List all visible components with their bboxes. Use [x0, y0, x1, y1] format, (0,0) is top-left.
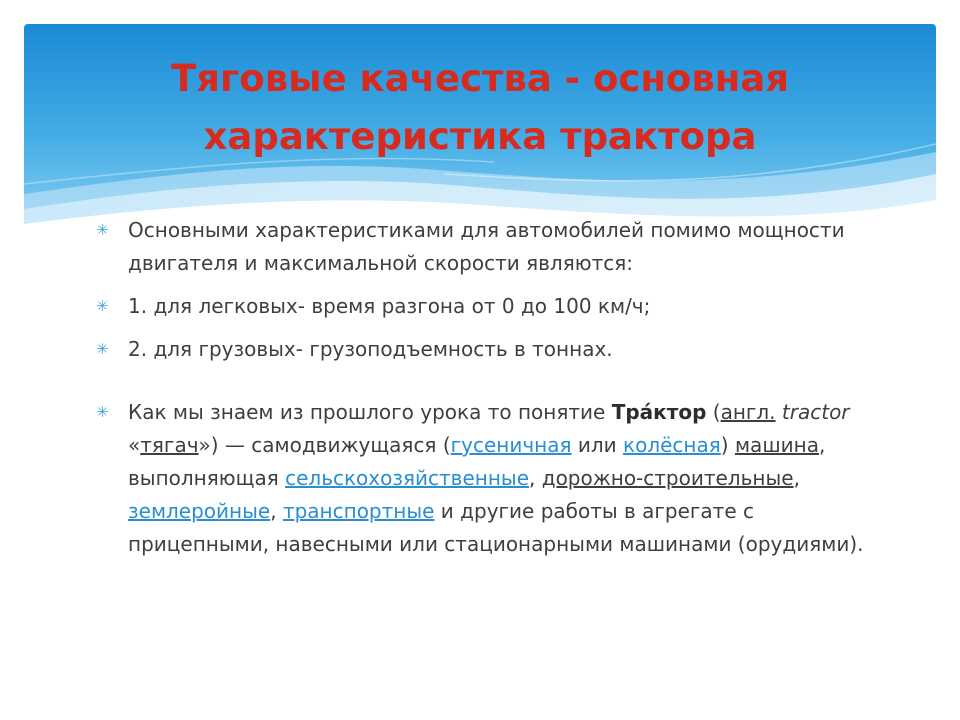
- bullet-star-icon: ✳: [96, 221, 109, 239]
- title-line-2: характеристика трактора: [203, 115, 757, 158]
- english-word: tractor: [781, 400, 850, 424]
- link-kolesnaya[interactable]: колёсная: [623, 433, 721, 457]
- text-run: , выполняющая: [128, 433, 826, 490]
- text-run: и другие работы в агрегате с прицепными, навесными или стационарными машинами (орудиями).: [128, 499, 864, 556]
- term-tractor: Тра́ктор: [611, 400, 707, 424]
- text-run: ): [720, 433, 735, 457]
- bullet-item: [96, 214, 886, 280]
- link-transportnye[interactable]: транспортные: [282, 499, 435, 523]
- bullet-text: Основными характеристиками для автомобилей помимо мощности двигателя и максимальной скорости являются:: [128, 218, 845, 275]
- link-selskohozyaystvennye[interactable]: сельскохозяйственные: [285, 466, 530, 490]
- bullet-star-icon: ✳: [96, 403, 109, 421]
- link-dorozhno-stroitelnye[interactable]: дорожно-строительные: [541, 466, 794, 490]
- bullet-text: 2. для грузовых- грузоподъемность в тоннах.: [128, 337, 613, 361]
- bullet-star-icon: ✳: [96, 297, 109, 315]
- link-angl[interactable]: англ.: [720, 400, 776, 424]
- definition-text: [128, 400, 863, 556]
- text-run: Как мы знаем из прошлого урока то понятие: [128, 400, 612, 424]
- link-tyagach[interactable]: тягач: [140, 433, 199, 457]
- text-run: или: [571, 433, 624, 457]
- link-mashina[interactable]: машина: [734, 433, 819, 457]
- link-gusenichnaya[interactable]: гусеничная: [450, 433, 572, 457]
- text-run: ,: [270, 499, 283, 523]
- definition-bullet: [96, 396, 886, 561]
- slide-title: [24, 50, 936, 166]
- bullet-item: [96, 290, 886, 323]
- slide-body: [96, 214, 886, 571]
- text-run: ») — самодвижущаяся (: [198, 433, 451, 457]
- text-run: «: [128, 433, 141, 457]
- text-run: (: [706, 400, 721, 424]
- bullet-item: [96, 333, 886, 366]
- bullet-text: 1. для легковых- время разгона от 0 до 100 км/ч;: [128, 294, 651, 318]
- link-zemleroynye[interactable]: землеройные: [128, 499, 271, 523]
- bullet-star-icon: ✳: [96, 340, 109, 358]
- title-line-1: Тяговые качества - основная: [170, 57, 790, 100]
- text-run: ,: [793, 466, 800, 490]
- text-run: ,: [529, 466, 542, 490]
